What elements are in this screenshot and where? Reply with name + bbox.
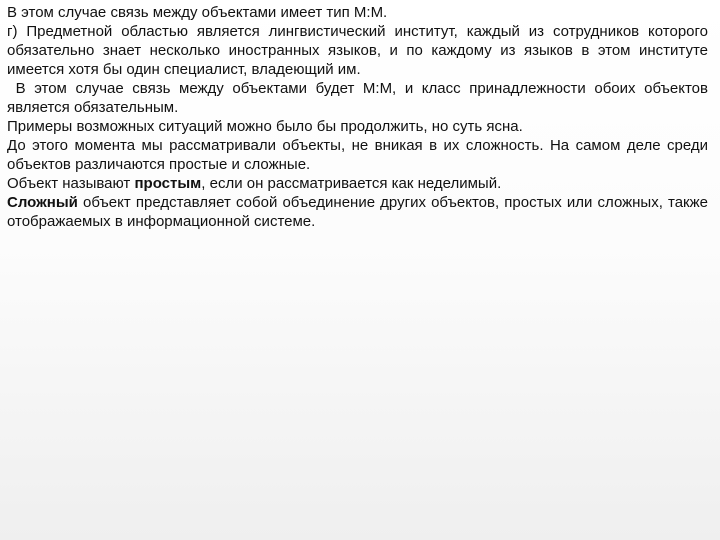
bold-term-simple: простым: [134, 175, 202, 192]
paragraph-mm-mandatory: [7, 79, 708, 117]
paragraph-text: В этом случае связь между объектами имеет тип М:М.: [7, 4, 388, 21]
paragraph-text: Примеры возможных ситуаций можно было бы продолжить, но суть ясна.: [7, 118, 523, 135]
paragraph-indent: [7, 80, 16, 97]
paragraph-examples-continue: [7, 117, 708, 136]
bold-term-complex: Сложный: [7, 194, 78, 211]
paragraph-mm-relationship: [7, 3, 708, 22]
paragraph-complex-object: [7, 193, 708, 231]
paragraph-text: , если он рассматривается как неделимый.: [201, 175, 502, 192]
paragraph-object-complexity: [7, 136, 708, 174]
paragraph-example-g: [7, 22, 708, 79]
paragraph-text: До этого момента мы рассматривали объекты, не вникая в их сложность. На самом деле среди объектов различаются простые и сложные.: [7, 137, 708, 173]
paragraph-text: В этом случае связь между объектами будет М:М, и класс принадлежности обоих объектов является обязательным.: [7, 80, 708, 116]
paragraph-text: объект представляет собой объединение других объектов, простых или сложных, также отображаемых в информационной системе.: [7, 194, 708, 230]
paragraph-simple-object: [7, 174, 708, 193]
document-body: [7, 3, 708, 231]
paragraph-text: г) Предметной областью является лингвистический институт, каждый из сотрудников которого обязательно знает несколько иностранных языков, и по каждому из языков в этом институте имеется хотя бы один специалист, владеющий им.: [7, 23, 708, 78]
paragraph-text: Объект называют: [7, 175, 135, 192]
